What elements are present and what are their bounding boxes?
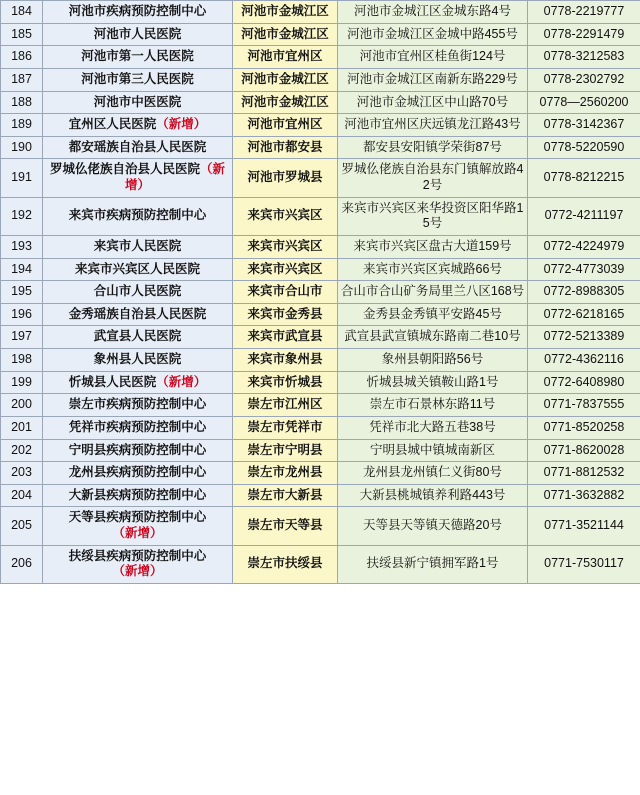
area-cell: 崇左市宁明县 [233,439,338,462]
table-row [1,303,640,326]
table-row [1,114,640,137]
address-cell: 河池市金城江区南新东路229号 [338,68,528,91]
phone-cell: 0778-2291479 [528,23,640,46]
area-cell: 河池市金城江区 [233,91,338,114]
row-index: 201 [1,416,43,439]
address-cell: 忻城县城关镇鞍山路1号 [338,371,528,394]
address-cell: 河池市宜州区桂鱼街124号 [338,46,528,69]
address-cell: 河池市宜州区庆远镇龙江路43号 [338,114,528,137]
row-index: 200 [1,394,43,417]
row-index: 198 [1,349,43,372]
row-index: 189 [1,114,43,137]
institution-name: 象州县人民医院 [43,349,233,372]
institution-name: 河池市第三人民医院 [43,68,233,91]
phone-cell: 0771-3632882 [528,484,640,507]
table-row [1,394,640,417]
table-row [1,439,640,462]
institution-name [43,371,233,394]
phone-cell: 0778-3142367 [528,114,640,137]
institution-name: 崇左市疾病预防控制中心 [43,394,233,417]
institution-name: 宁明县疾病预防控制中心 [43,439,233,462]
phone-cell: 0772-4773039 [528,258,640,281]
table-row [1,136,640,159]
address-cell: 来宾市兴宾区宾城路66号 [338,258,528,281]
address-cell: 扶绥县新宁镇拥军路1号 [338,545,528,583]
row-index: 191 [1,159,43,197]
table-row [1,23,640,46]
table-row [1,91,640,114]
table-row [1,349,640,372]
address-cell: 象州县朝阳路56号 [338,349,528,372]
phone-cell: 0772-6408980 [528,371,640,394]
table-row [1,197,640,235]
table-row [1,68,640,91]
row-index: 205 [1,507,43,545]
table-row [1,462,640,485]
phone-cell: 0772-4362116 [528,349,640,372]
row-index: 196 [1,303,43,326]
table-row [1,484,640,507]
phone-cell: 0778—2560200 [528,91,640,114]
table-row [1,1,640,24]
address-cell: 大新县桃城镇养利路443号 [338,484,528,507]
table-row [1,46,640,69]
phone-cell: 0772-4224979 [528,235,640,258]
address-cell: 河池市金城江区金城中路455号 [338,23,528,46]
phone-cell: 0772-4211197 [528,197,640,235]
row-index: 184 [1,1,43,24]
area-cell: 崇左市天等县 [233,507,338,545]
phone-cell: 0771-8520258 [528,416,640,439]
table-row [1,235,640,258]
area-cell: 崇左市大新县 [233,484,338,507]
row-index: 202 [1,439,43,462]
area-cell: 来宾市兴宾区 [233,258,338,281]
institution-name: 合山市人民医院 [43,281,233,304]
table-row [1,507,640,545]
area-cell: 来宾市兴宾区 [233,197,338,235]
phone-cell: 0778-2302792 [528,68,640,91]
row-index: 203 [1,462,43,485]
institution-name: 武宣县人民医院 [43,326,233,349]
table-row [1,281,640,304]
institution-name [43,507,233,545]
row-index: 185 [1,23,43,46]
area-cell: 来宾市武宣县 [233,326,338,349]
row-index: 193 [1,235,43,258]
phone-cell: 0771-8812532 [528,462,640,485]
address-cell: 河池市金城江区金城东路4号 [338,1,528,24]
new-badge: （新增） [124,162,226,192]
area-cell: 河池市宜州区 [233,46,338,69]
institution-name-text: 扶绥县疾病预防控制中心 [68,548,207,563]
area-cell: 崇左市凭祥市 [233,416,338,439]
institution-name-text: 罗城仫佬族自治县人民医院 [49,162,200,177]
table-body [1,1,640,584]
institution-name-text: 天等县疾病预防控制中心 [68,510,207,525]
address-cell: 来宾市兴宾区来华投资区阳华路15号 [338,197,528,235]
row-index: 188 [1,91,43,114]
row-index: 190 [1,136,43,159]
address-cell: 都安县安阳镇学荣街87号 [338,136,528,159]
area-cell: 崇左市龙州县 [233,462,338,485]
row-index: 195 [1,281,43,304]
institution-name: 来宾市疾病预防控制中心 [43,197,233,235]
area-cell: 河池市金城江区 [233,68,338,91]
institution-name [43,114,233,137]
row-index: 187 [1,68,43,91]
area-cell: 崇左市扶绥县 [233,545,338,583]
phone-cell: 0771-7530117 [528,545,640,583]
institution-name-text: 忻城县人民医院 [68,374,157,389]
phone-cell: 0771-7837555 [528,394,640,417]
institution-name: 来宾市人民医院 [43,235,233,258]
phone-cell: 0772-6218165 [528,303,640,326]
institution-name: 来宾市兴宾区人民医院 [43,258,233,281]
row-index: 199 [1,371,43,394]
new-badge: （新增） [156,374,207,389]
institution-name: 河池市人民医院 [43,23,233,46]
row-index: 206 [1,545,43,583]
phone-cell: 0778-3212583 [528,46,640,69]
address-cell: 天等县天等镇天德路20号 [338,507,528,545]
area-cell: 河池市金城江区 [233,23,338,46]
table-row [1,159,640,197]
address-cell: 武宣县武宣镇城东路南二巷10号 [338,326,528,349]
new-badge: （新增） [112,564,163,579]
phone-cell: 0778-5220590 [528,136,640,159]
phone-cell: 0772-8988305 [528,281,640,304]
address-cell: 崇左市石景林东路11号 [338,394,528,417]
phone-cell: 0778-2219777 [528,1,640,24]
institution-name: 河池市第一人民医院 [43,46,233,69]
row-index: 194 [1,258,43,281]
institution-name: 都安瑶族自治县人民医院 [43,136,233,159]
phone-cell: 0778-8212215 [528,159,640,197]
institution-name: 凭祥市疾病预防控制中心 [43,416,233,439]
institution-name: 河池市中医医院 [43,91,233,114]
address-cell: 来宾市兴宾区盘古大道159号 [338,235,528,258]
institution-name: 河池市疾病预防控制中心 [43,1,233,24]
table-row [1,258,640,281]
institution-name: 大新县疾病预防控制中心 [43,484,233,507]
row-index: 192 [1,197,43,235]
table-row [1,545,640,583]
institution-name-text: 宜州区人民医院 [68,117,157,132]
area-cell: 来宾市金秀县 [233,303,338,326]
institution-name: 龙州县疾病预防控制中心 [43,462,233,485]
area-cell: 河池市宜州区 [233,114,338,137]
new-badge: （新增） [156,117,207,132]
area-cell: 河池市都安县 [233,136,338,159]
phone-cell: 0771-3521144 [528,507,640,545]
area-cell: 河池市金城江区 [233,1,338,24]
address-cell: 罗城仫佬族自治县东门镇解放路42号 [338,159,528,197]
area-cell: 来宾市忻城县 [233,371,338,394]
institution-name: 金秀瑶族自治县人民医院 [43,303,233,326]
institution-name [43,545,233,583]
area-cell: 来宾市合山市 [233,281,338,304]
row-index: 186 [1,46,43,69]
area-cell: 来宾市兴宾区 [233,235,338,258]
phone-cell: 0772-5213389 [528,326,640,349]
address-cell: 金秀县金秀镇平安路45号 [338,303,528,326]
phone-cell: 0771-8620028 [528,439,640,462]
table-row [1,371,640,394]
address-cell: 合山市合山矿务局里兰八区168号 [338,281,528,304]
row-index: 204 [1,484,43,507]
address-cell: 宁明县城中镇城南新区 [338,439,528,462]
area-cell: 河池市罗城县 [233,159,338,197]
area-cell: 来宾市象州县 [233,349,338,372]
table-row [1,416,640,439]
area-cell: 崇左市江州区 [233,394,338,417]
address-cell: 凭祥市北大路五巷38号 [338,416,528,439]
address-cell: 河池市金城江区中山路70号 [338,91,528,114]
table-row [1,326,640,349]
address-cell: 龙州县龙州镇仁义街80号 [338,462,528,485]
row-index: 197 [1,326,43,349]
new-badge: （新增） [112,526,163,540]
institution-name [43,159,233,197]
